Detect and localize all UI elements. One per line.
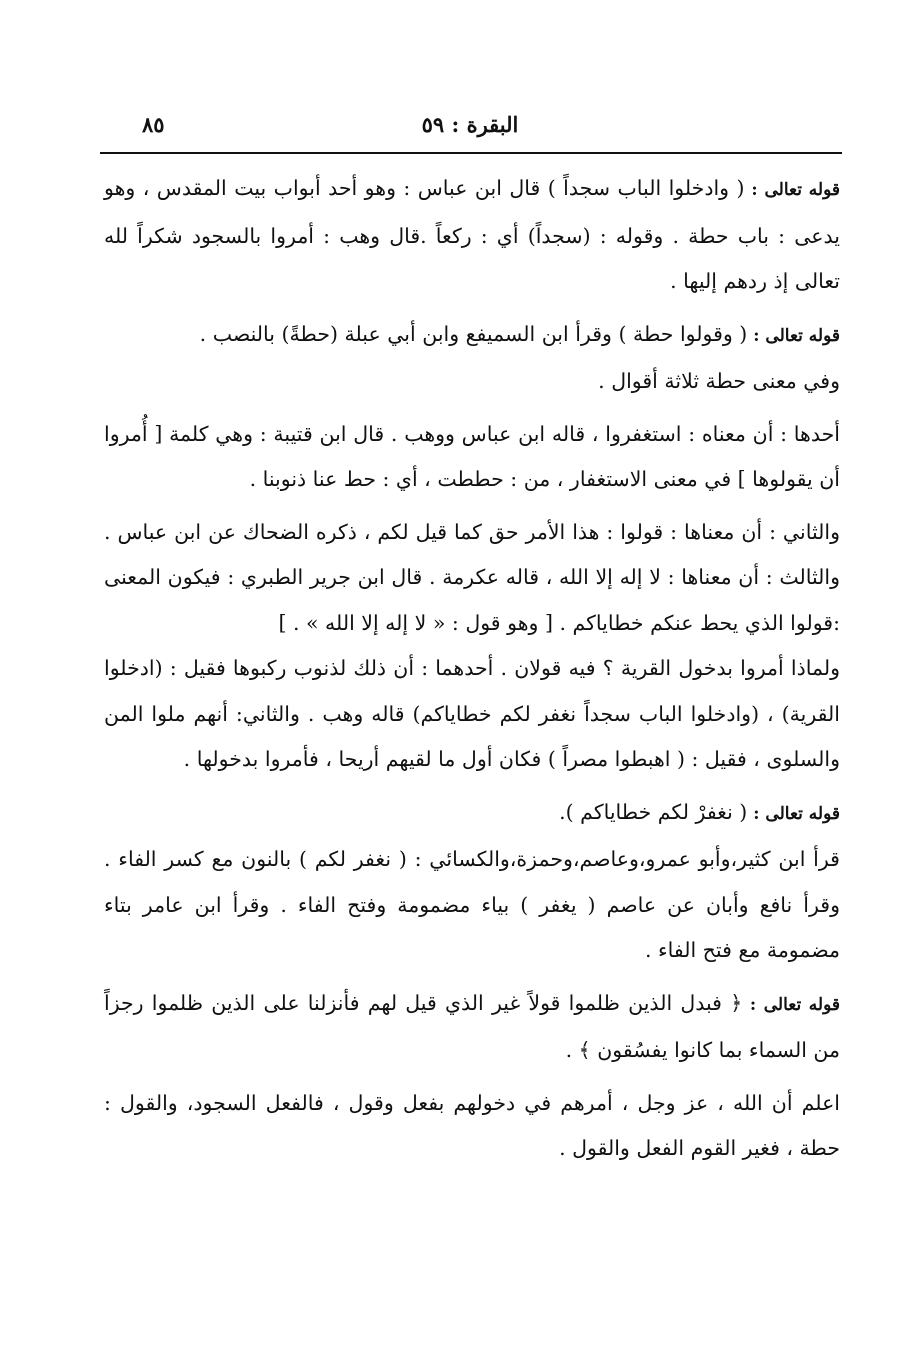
surah-reference: البقرة : ٥٩ [421,112,519,137]
paragraph [104,510,840,647]
paragraph-text: ( نغفرْ لكم خطاياكم ). [559,799,748,824]
header-divider [100,152,842,154]
paragraph [104,412,840,503]
paragraph-text: ( وقولوا حطة ) وقرأ ابن السميفع وابن أبي عبلة (حطةً) بالنصب . [199,321,748,346]
paragraph [104,646,840,783]
verse-label: قوله تعالى : [747,803,840,824]
body-text [104,166,840,1179]
paragraph [104,166,840,305]
paragraph [104,981,840,1074]
paragraph-text: اعلم أن الله ، عز وجل ، أمرهم في دخولهم بفعل وقول ، فالفعل السجود، والقول : حطة ، فغير القوم الفعل والقول . [104,1090,840,1160]
paragraph-text: ﴿ فبدل الذين ظلموا قولاً غير الذي قيل لهم فأنزلنا على الذين ظلموا رجزاً من السماء بما كانوا يفسُقون ﴾ . [104,990,840,1062]
paragraph [104,1081,840,1172]
page-number: ٨٥ [142,112,165,137]
paragraph-text: ( وادخلوا الباب سجداً ) قال ابن عباس : وهو أحد أبواب بيت المقدس ، وهو يدعى : باب حطة . وقوله : (سجداً) أي : ركعاً .قال وهب : أمروا بالسجود شكراً لله تعالى إذ ردهم إليها . [104,176,840,293]
paragraph [104,837,840,974]
paragraph [104,359,840,405]
verse-label: قوله تعالى : [742,994,840,1015]
paragraph [104,312,840,360]
verse-label: قوله تعالى : [747,325,840,346]
verse-label: قوله تعالى : [744,180,840,200]
paragraph-text: وفي معنى حطة ثلاثة أقوال . [598,369,840,393]
paragraph-text: قرأ ابن كثير،وأبو عمرو،وعاصم،وحمزة،والكسائي : ( نغفر لكم ) بالنون مع كسر الفاء . وقرأ نافع وأبان عن عاصم ( يغفر ) بياء مضمومة وفتح الفاء . وقرأ ابن عامر بتاء مضمومة مع فتح الفاء . [104,847,840,962]
paragraph [104,790,840,838]
page-header [100,112,840,148]
paragraph-text: ولماذا أمروا بدخول القرية ؟ فيه قولان . أحدهما : أن ذلك لذنوب ركبوها فقيل : (ادخلوا القرية) ، (وادخلوا الباب سجداً نغفر لكم خطاياكم) قاله وهب . والثاني: أنهم ملوا المن والسلوى ، فقيل : ( اهبطوا مصراً ) فكان أول ما لقيهم أريحا ، فأمروا بدخولها . [104,656,840,771]
paragraph-text: أحدها : أن معناه : استغفروا ، قاله ابن عباس ووهب . قال ابن قتيبة : وهي كلمة [ أُمروا أن يقولوها ] في معنى الاستغفار ، من : حططت ، أي : حط عنا ذنوبنا . [104,421,840,491]
paragraph-text: والثاني : أن معناها : قولوا : هذا الأمر حق كما قيل لكم ، ذكره الضحاك عن ابن عباس . والثالث : أن معناها : لا إله إلا الله ، قاله عكرمة . قال ابن جرير الطبري : فيكون المعنى :قولوا الذي يحط عنكم خطاياكم . [ وهو قول : « لا إله إلا الله » . ] [104,519,840,635]
